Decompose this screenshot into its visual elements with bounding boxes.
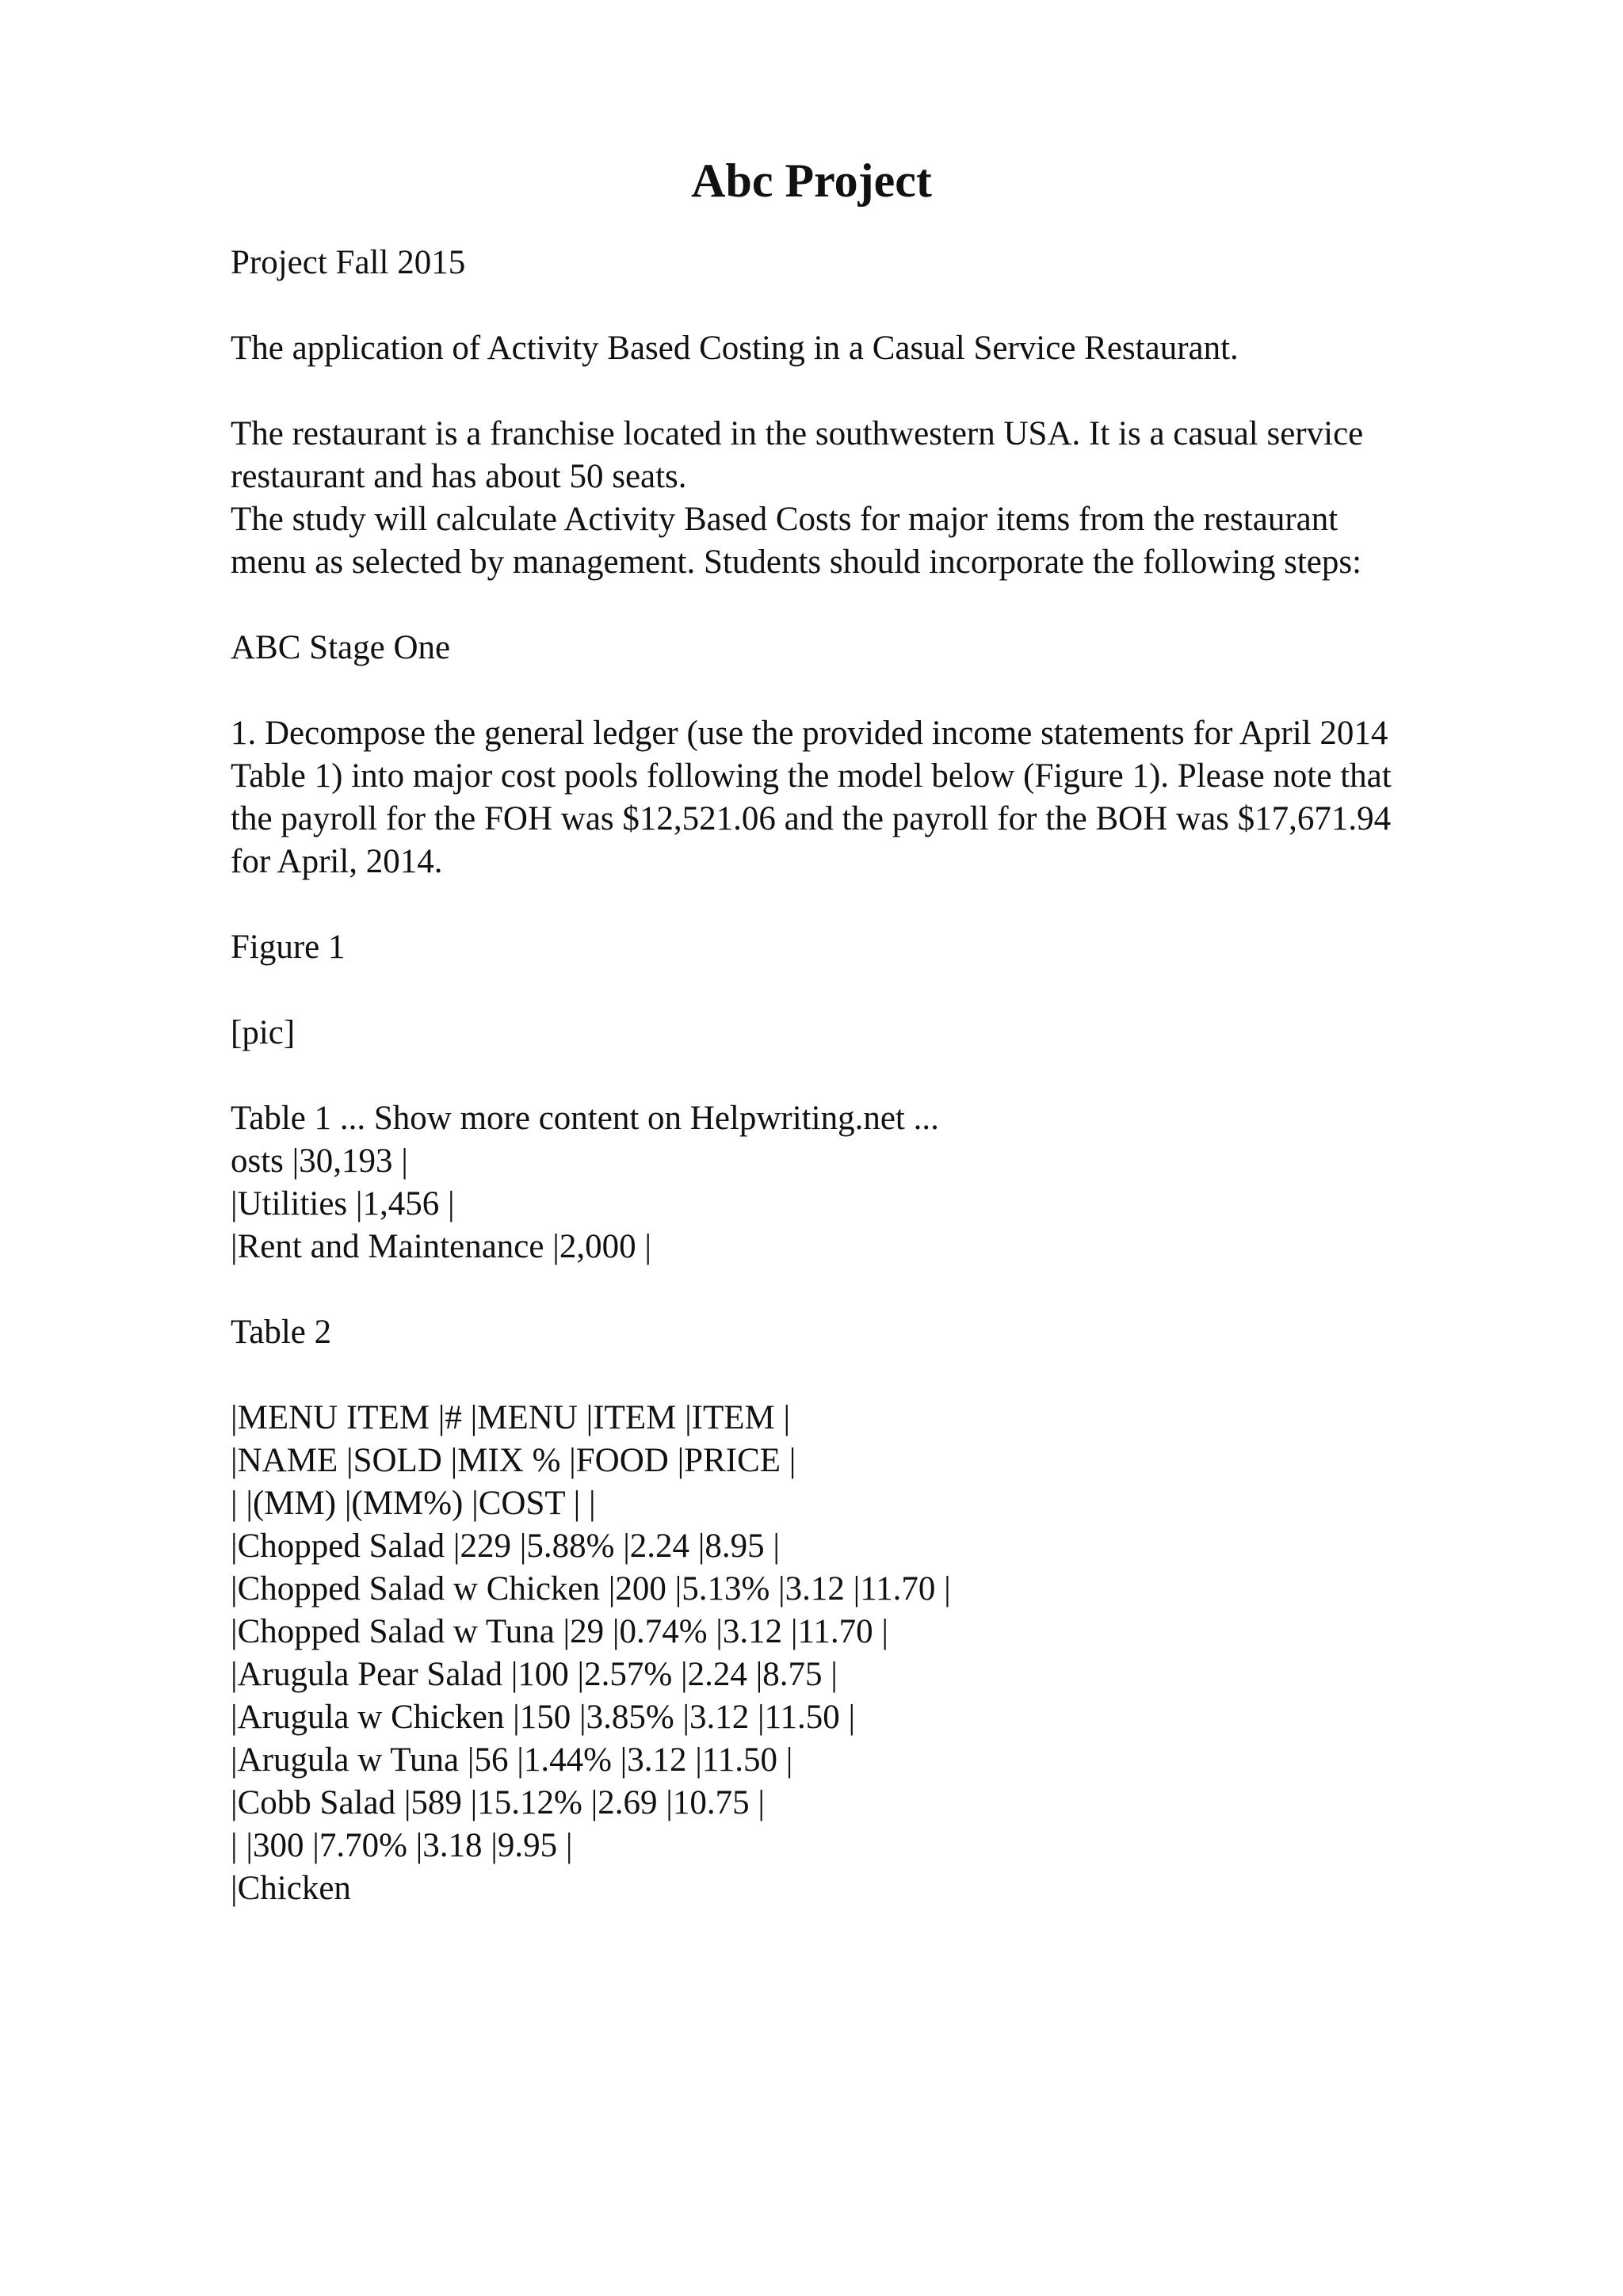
table-row: |Arugula Pear Salad |100 |2.57% |2.24 |8.75 | <box>231 1656 838 1693</box>
table-row: |Arugula w Chicken |150 |3.85% |3.12 |11.50 | <box>231 1699 856 1736</box>
description-line: The restaurant is a franchise located in the southwestern USA. It is a casual service <box>231 415 1364 452</box>
figure-placeholder: [pic] <box>231 1014 296 1051</box>
table-row: | |300 |7.70% |3.18 |9.95 | <box>231 1827 573 1864</box>
table-two-text <box>231 1397 1499 1910</box>
step-one-paragraph <box>231 712 1499 883</box>
table-row: |Chopped Salad w Tuna |29 |0.74% |3.12 |11.70 | <box>231 1613 889 1650</box>
table-two-label: Table 2 <box>231 1314 332 1351</box>
document-title: Abc Project <box>691 154 932 207</box>
description-paragraph <box>231 413 1499 584</box>
description-line: restaurant and has about 50 seats. <box>231 458 687 495</box>
table-row: |Cobb Salad |589 |15.12% |2.69 |10.75 | <box>231 1784 765 1821</box>
step-line: Table 1) into major cost pools following the model below (Figure 1). Please note that <box>231 757 1392 795</box>
table-row: |Chopped Salad w Chicken |200 |5.13% |3.12 |11.70 | <box>231 1570 951 1608</box>
table-row: |MENU ITEM |# |MENU |ITEM |ITEM | <box>231 1399 791 1436</box>
intro-paragraph: The application of Activity Based Costing in a Casual Service Restaurant. <box>231 330 1239 367</box>
table-one-line: osts |30,193 | <box>231 1142 408 1180</box>
description-line: The study will calculate Activity Based Costs for major items from the restaurant <box>231 501 1338 538</box>
table-one-line: |Utilities |1,456 | <box>231 1185 455 1222</box>
table-row: |NAME |SOLD |MIX % |FOOD |PRICE | <box>231 1442 796 1479</box>
table-one-excerpt <box>231 1097 1499 1268</box>
table-row: |Chicken <box>231 1870 351 1907</box>
description-line: menu as selected by management. Students should incorporate the following steps: <box>231 543 1362 581</box>
project-term: Project Fall 2015 <box>231 244 466 281</box>
step-line: 1. Decompose the general ledger (use the provided income statements for April 2014 <box>231 715 1388 752</box>
step-line: for April, 2014. <box>231 843 443 880</box>
document-body <box>231 242 1499 1910</box>
stage-heading: ABC Stage One <box>231 629 451 666</box>
step-line: the payroll for the FOH was $12,521.06 and the payroll for the BOH was $17,671.94 <box>231 800 1392 837</box>
table-row: |Arugula w Tuna |56 |1.44% |3.12 |11.50 | <box>231 1741 793 1779</box>
table-row: |Chopped Salad |229 |5.88% |2.24 |8.95 | <box>231 1527 781 1565</box>
table-one-line: Table 1 ... Show more content on Helpwriting.net ... <box>231 1100 939 1137</box>
table-one-line: |Rent and Maintenance |2,000 | <box>231 1228 651 1265</box>
table-row: | |(MM) |(MM%) |COST | | <box>231 1485 596 1522</box>
figure-label: Figure 1 <box>231 929 346 966</box>
